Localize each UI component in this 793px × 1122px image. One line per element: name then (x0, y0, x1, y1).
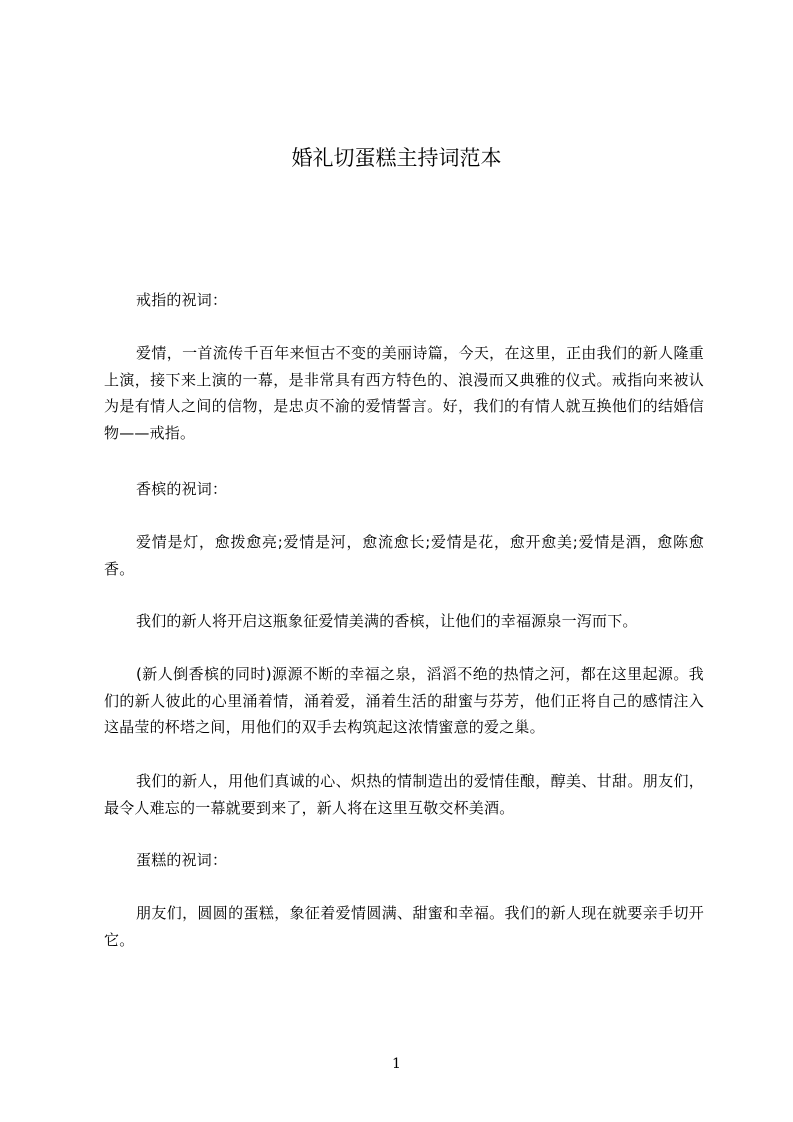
paragraph-cake-blessing: 朋友们，圆圆的蛋糕，象征着爱情圆满、甜蜜和幸福。我们的新人现在就要亲手切开它。 (104, 904, 704, 949)
paragraph-toast: 我们的新人，用他们真诚的心、炽热的情制造出的爱情佳酿，醇美、甘甜。朋友们，最令人难忘的一幕就要到来了，新人将在这里互敬交杯美酒。 (104, 772, 704, 817)
section-heading-cake: 蛋糕的祝词： (136, 851, 228, 869)
paragraph-champagne-open: 我们的新人将开启这瓶象征爱情美满的香槟，让他们的幸福源泉一泻而下。 (136, 612, 638, 630)
paragraph-champagne-blessing: 爱情是灯，愈拨愈亮;爱情是河，愈流愈长;爱情是花，愈开愈美;爱情是酒，愈陈愈香。 (104, 533, 704, 578)
paragraph-champagne-pour: (新人倒香槟的同时)源源不断的幸福之泉，滔滔不绝的热情之河，都在这里起源。我们的新人彼此的心里涌着情，涌着爱，涌着生活的甜蜜与芬芳，他们正将自己的感情注入这晶莹的杯塔之间，用他们的双手去构筑起这浓情蜜意的爱之巢。 (104, 665, 704, 736)
page-number: 1 (392, 1056, 401, 1072)
document-title: 婚礼切蛋糕主持词范本 (291, 146, 502, 170)
section-heading-ring: 戒指的祝词： (136, 291, 228, 309)
section-heading-champagne: 香槟的祝词： (136, 480, 228, 498)
paragraph-ring-blessing: 爱情，一首流传千百年来恒古不变的美丽诗篇，今天，在这里，正由我们的新人隆重上演，接下来上演的一幕，是非常具有西方特色的、浪漫而又典雅的仪式。戒指向来被认为是有情人之间的信物，是忠贞不渝的爱情誓言。好，我们的有情人就互换他们的结婚信物——戒指。 (104, 344, 704, 442)
